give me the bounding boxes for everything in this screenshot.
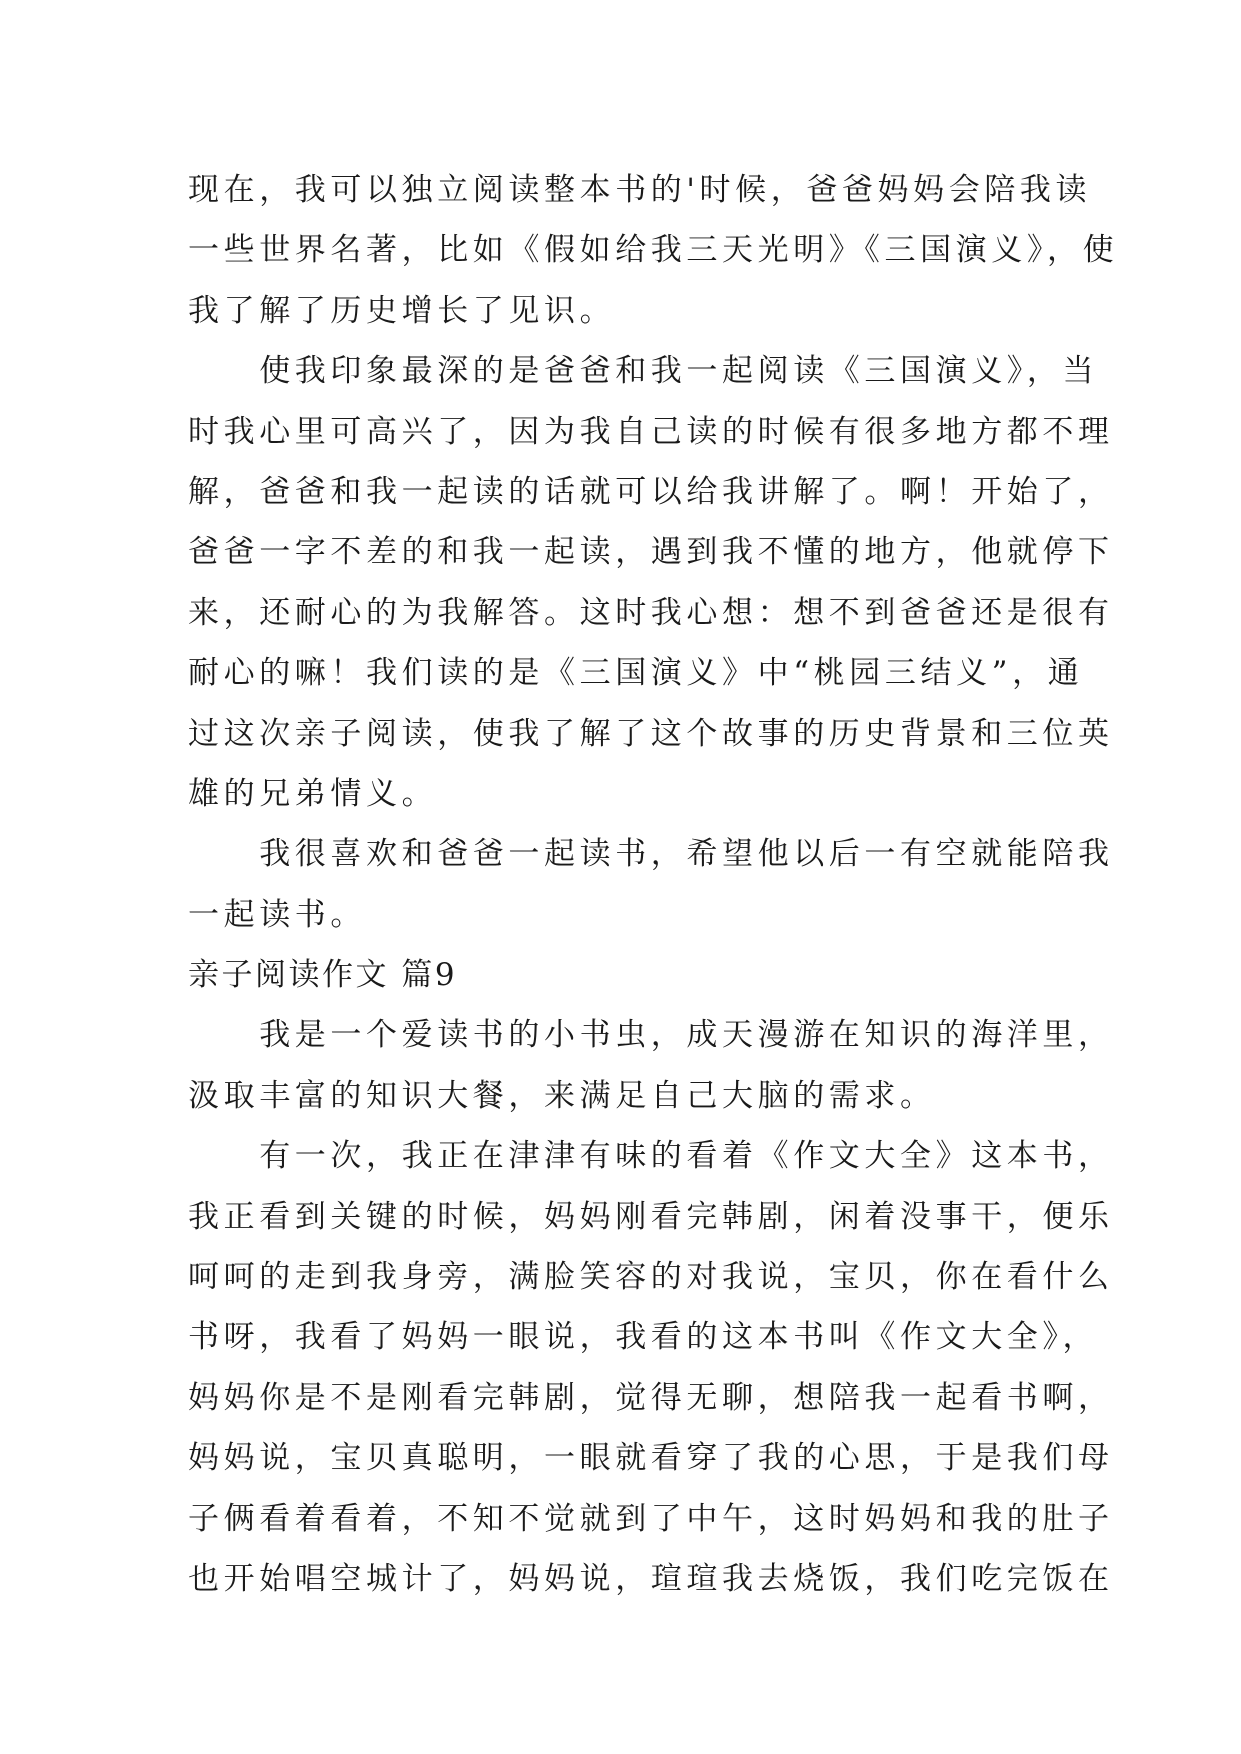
text-line: 爸爸一字不差的和我一起读，遇到我不懂的地方，他就停下: [188, 534, 1114, 571]
text-line: 使我印象最深的是爸爸和我一起阅读《三国演义》，当: [188, 353, 1099, 390]
text-line: 妈妈说，宝贝真聪明，一眼就看穿了我的心思，于是我们母: [188, 1440, 1114, 1477]
text-line: 也开始唱空城计了，妈妈说，瑄瑄我去烧饭，我们吃完饭在: [188, 1560, 1114, 1597]
text-line: 过这次亲子阅读，使我了解了这个故事的历史背景和三位英: [188, 715, 1114, 752]
text-line: 时我心里可高兴了，因为我自己读的时候有很多地方都不理: [188, 413, 1114, 450]
text-line: 解，爸爸和我一起读的话就可以给我讲解了。啊！开始了，: [188, 473, 1114, 510]
text-line: 一些世界名著，比如《假如给我三天光明》《三国演义》，使: [188, 232, 1119, 269]
text-line: 子俩看着看着，不知不觉就到了中午，这时妈妈和我的肚子: [188, 1500, 1114, 1537]
text-line: 我正看到关键的时候，妈妈刚看完韩剧，闲着没事干，便乐: [188, 1198, 1114, 1235]
text-line: 我很喜欢和爸爸一起读书，希望他以后一有空就能陪我: [188, 836, 1114, 873]
text-line: 我是一个爱读书的小书虫，成天漫游在知识的海洋里，: [188, 1017, 1114, 1054]
text-line: 来，还耐心的为我解答。这时我心想：想不到爸爸还是很有: [188, 594, 1114, 631]
text-line: 我了解了历史增长了见识。: [188, 292, 616, 329]
text-line: 一起读书。: [188, 896, 366, 933]
text-line: 现在，我可以独立阅读整本书的'时候，爸爸妈妈会陪我读: [188, 172, 1092, 208]
text-line: 耐心的嘛！我们读的是《三国演义》中“桃园三结义”，通: [188, 655, 1084, 692]
text-line: 呵呵的走到我身旁，满脸笑容的对我说，宝贝，你在看什么: [188, 1259, 1114, 1296]
essay-body: [188, 160, 1119, 1609]
text-line: 妈妈你是不是刚看完韩剧，觉得无聊，想陪我一起看书啊，: [188, 1379, 1114, 1416]
text-line: 书呀，我看了妈妈一眼说，我看的这本书叫《作文大全》，: [188, 1319, 1099, 1356]
text-line: 汲取丰富的知识大餐，来满足自己大脑的需求。: [188, 1077, 936, 1114]
text-line: 雄的兄弟情义。: [188, 775, 438, 812]
section-heading: 亲子阅读作文 篇9: [188, 957, 458, 994]
text-line: 有一次，我正在津津有味的看着《作文大全》这本书，: [188, 1138, 1114, 1175]
